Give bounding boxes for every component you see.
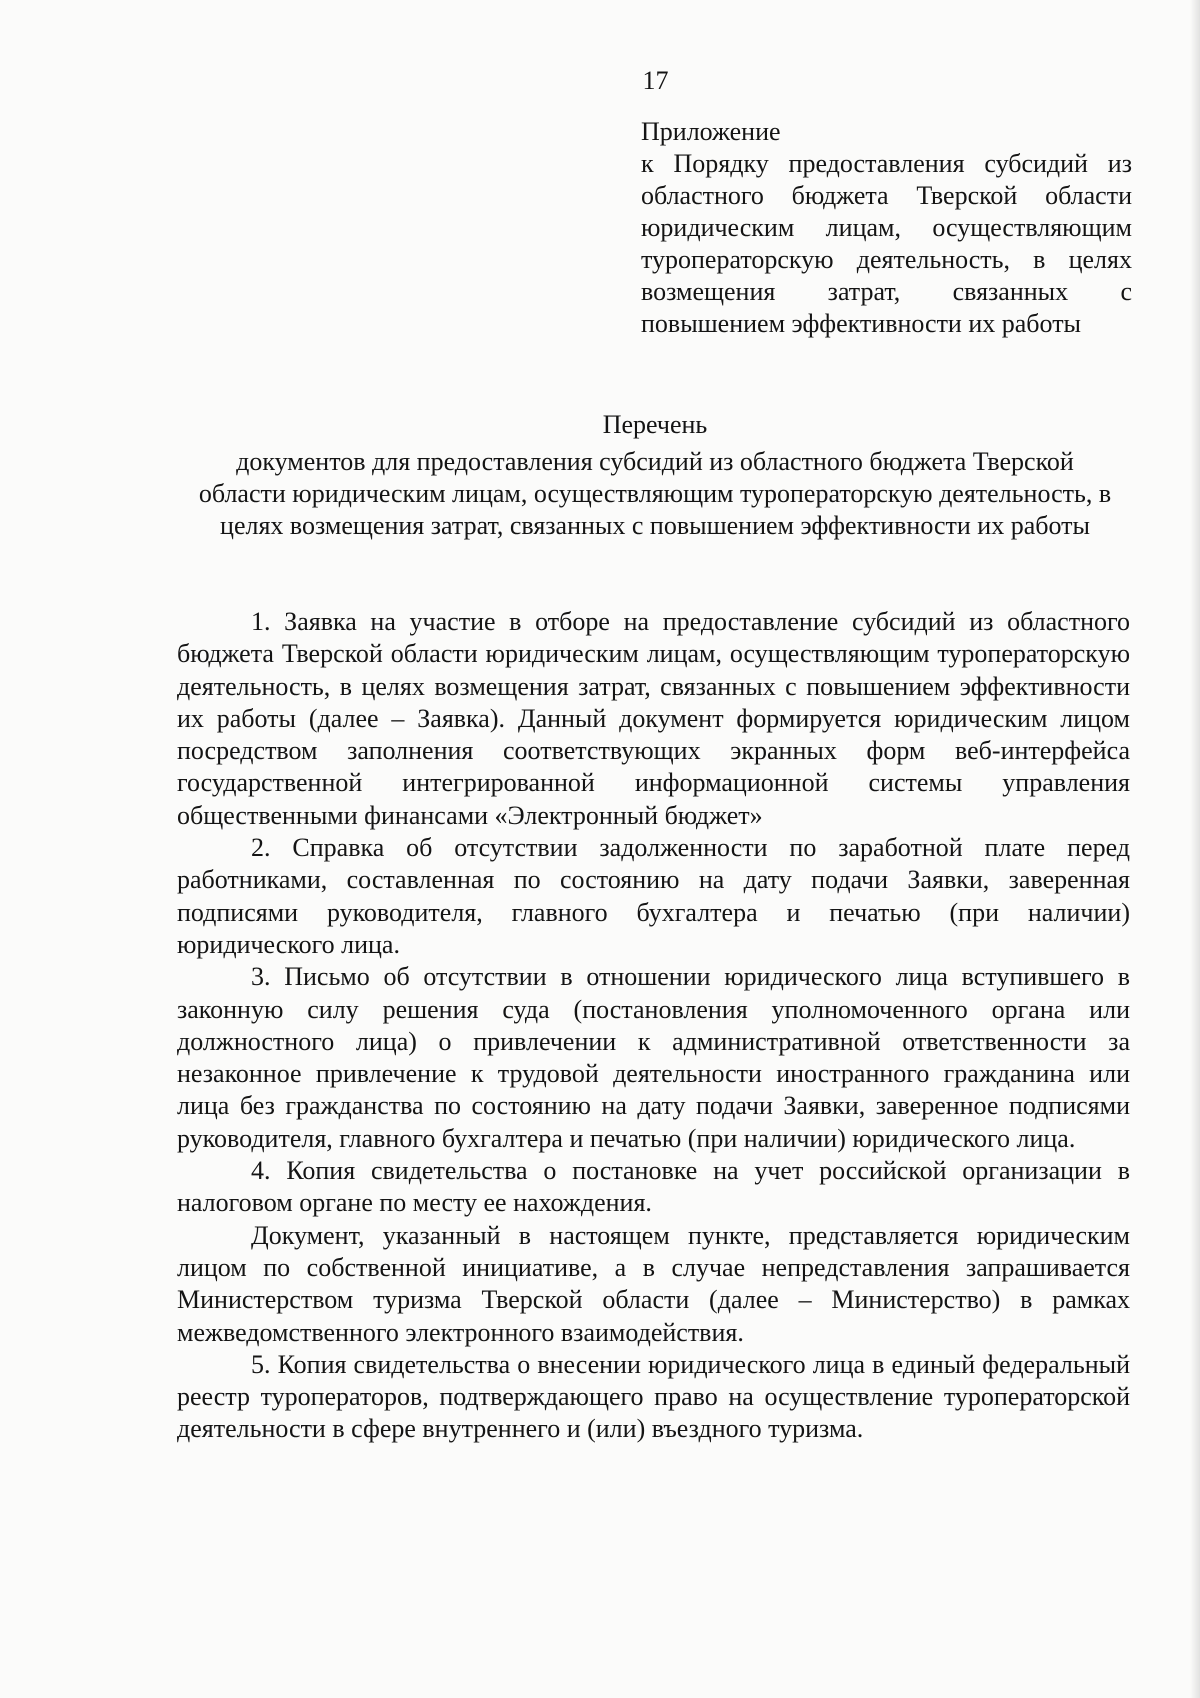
paragraph-5: 5. Копия свидетельства о внесении юридического лица в единый федеральный реестр туроператоров, подтверждающего право на осуществление туроператорской деятельности в сфере внутреннего и (или) въездного туризма. [177,1349,1130,1444]
document-body [177,606,1130,1446]
paragraph-4: 4. Копия свидетельства о постановке на учет российской организации в налоговом органе по месту ее нахождения. [177,1156,1130,1218]
paragraph-3: 3. Письмо об отсутствии в отношении юридического лица вступившего в законную силу решения суда (постановления уполномоченного органа или должностного лица) о привлечении к административной ответственности за незаконное привлечение к трудовой деятельности иностранного гражданина или лица без гражданства по состоянию на дату подачи Заявки, заверенное подписями руководителя, главного бухгалтера и печатью (при наличии) юридического лица. [177,962,1130,1153]
paragraph-1: 1. Заявка на участие в отборе на предоставление субсидий из областного бюджета Тверской области юридическим лицам, осуществляющим туроператорскую деятельность, в целях возмещения затрат, связанных с повышением эффективности их работы (далее – Заявка). Данный документ формируется юридическим лицом посредством заполнения соответствующих экранных форм веб-интерфейса государственной интегрированной информационной системы управления общественными финансами «Электронный бюджет» [177,607,1130,830]
document-heading [170,409,1140,542]
appendix-reference: к Порядку предоставления субсидий из областного бюджета Тверской области юридическим лицам, осуществляющим туроператорскую деятельность, в целях возмещения затрат, связанных с повышением эффективности их работы [641,149,1132,338]
appendix-title: Приложение [641,117,781,146]
heading-subtitle: документов для предоставления субсидий из областного бюджета Тверской области юридическим лицам, осуществляющим туроператорскую деятельность, в целях возмещения затрат, связанных с повышением эффективности их работы [198,447,1112,540]
paragraph-2: 2. Справка об отсутствии задолженности по заработной плате перед работниками, составленная по состоянию на дату подачи Заявки, заверенная подписями руководителя, главного бухгалтера и печатью (при наличии) юридического лица. [177,833,1130,959]
appendix-block [641,116,1132,340]
scan-edge-shadow [1190,0,1200,1698]
page-number: 17 [642,66,669,95]
heading-title: Перечень [602,410,708,439]
paragraph-4-note: Документ, указанный в настоящем пункте, представляется юридическим лицом по собственной инициативе, а в случае непредставления запрашивается Министерством туризма Тверской области (далее – Министерство) в рамках межведомственного электронного взаимодействия. [177,1220,1130,1347]
